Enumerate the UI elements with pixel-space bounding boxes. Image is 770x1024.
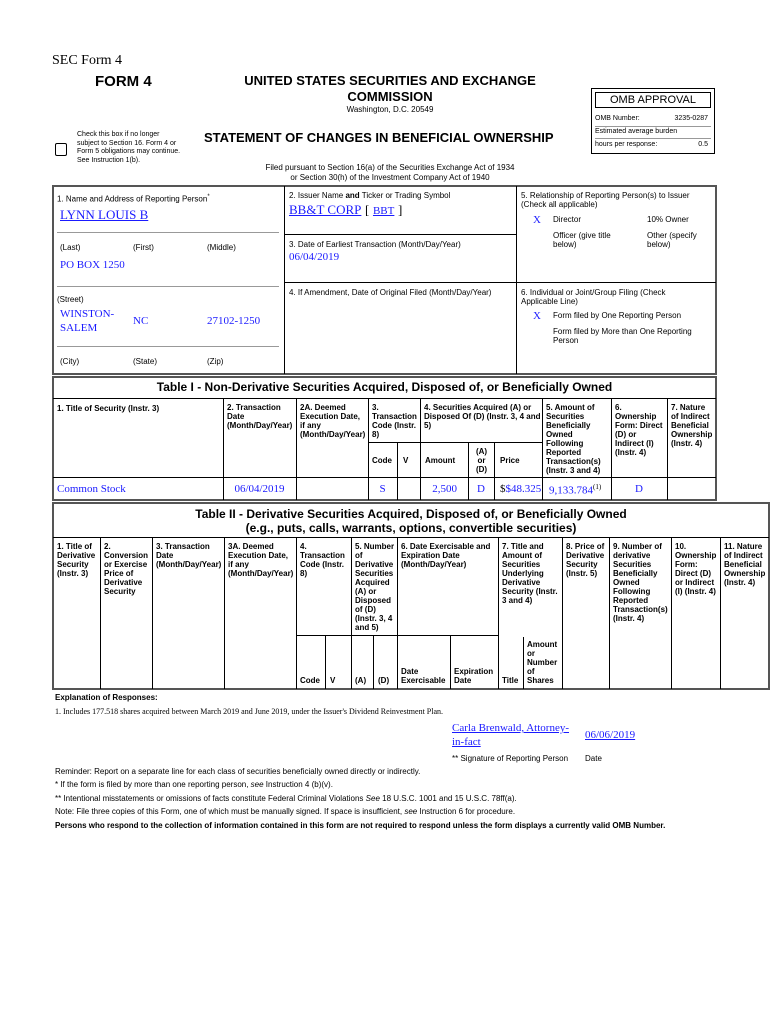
reminder: Reminder: Report on a separate line for each class of securities beneficially owned directly or indirectly. [55, 767, 421, 776]
t2-sub-code: Code [300, 676, 320, 685]
officer-label [553, 231, 611, 249]
other-line: Other (specify [647, 231, 697, 240]
state-value: NC [133, 315, 149, 327]
t1-row-title: Common Stock [57, 483, 126, 495]
t1-h-nature: 7. Nature of Indirect Beneficial Ownership (Instr. 4) [671, 403, 713, 448]
issuer-name[interactable]: BB&T CORP [289, 202, 362, 217]
omb-number-label: OMB Number: [595, 115, 640, 122]
relationship-label [521, 191, 690, 209]
t1-sub-v: V [403, 456, 409, 465]
filing-line: 6. Individual or Joint/Group Filing (Check [521, 288, 666, 297]
issuer-ticker[interactable]: BBT [372, 205, 395, 217]
issuer-label: 2. Issuer Name and Ticker or Trading Symbol [289, 191, 451, 200]
omb-approval-title: OMB APPROVAL [595, 92, 711, 108]
reporting-person-label: 1. Name and Address of Reporting Person* [57, 194, 210, 204]
last-label: (Last) [60, 243, 81, 252]
state-label: (State) [133, 357, 158, 366]
t1-h-date: 2. Transaction Date (Month/Day/Year) [227, 403, 293, 430]
t1-h-form: 6. Ownership Form: Direct (D) or Indirect (I) (Instr. 4) [615, 403, 663, 457]
director-mark: X [533, 214, 541, 226]
t2-h-underlying: 7. Title and Amount of Securities Underlying Derivative Security (Instr. 3 and 4) [502, 542, 558, 605]
signature-line: Carla Brenwald, Attorney- [452, 722, 569, 734]
relationship-line: 5. Relationship of Reporting Person(s) to Issuer [521, 191, 690, 200]
form-title: FORM 4 [95, 73, 152, 90]
city-label: (City) [60, 357, 80, 366]
t1-row-price: $$48.325 [500, 483, 542, 495]
table-2-title [52, 507, 770, 535]
filing-label [521, 288, 666, 306]
issuer-name-row: BB&T CORP [ BBT ] [289, 202, 403, 217]
signature-line: in-fact [452, 736, 481, 748]
no-longer-subject-checkbox[interactable] [55, 143, 67, 156]
more-persons-line: Person [553, 336, 579, 345]
t1-sub-price: Price [500, 456, 520, 465]
relationship-line: (Check all applicable) [521, 200, 598, 209]
omb-approval-box [591, 88, 715, 154]
sec-form-label: SEC Form 4 [52, 53, 123, 68]
t1-sub-aod: (A) or (D) [475, 447, 488, 474]
t1-row-aod: D [477, 483, 485, 495]
zip-label: (Zip) [207, 357, 224, 366]
officer-line: below) [553, 240, 577, 249]
more-persons-line: Form filed by More than One Reporting [553, 327, 692, 336]
star-note: * If the form is filed by more than one reporting person, see Instruction 4 (b)(v). [55, 780, 333, 789]
other-label [647, 231, 697, 249]
statement-title: STATEMENT OF CHANGES IN BENEFICIAL OWNERSHIP [204, 130, 554, 145]
file-copies-note: Note: File three copies of this Form, one of which must be manually signed. If space is insufficient, see Instruction 6 for procedure. [55, 807, 516, 816]
checkbox-text: subject to Section 16. Form 4 or [77, 139, 177, 147]
t1-row-form: D [635, 483, 643, 495]
t1-h-deemed: 2A. Deemed Execution Date, if any (Month/Day/Year) [300, 403, 366, 439]
signature[interactable] [452, 721, 569, 749]
footnote-1: 1. Includes 177.518 shares acquired between March 2019 and June 2019, under the Issuer's Dividend Reinvestment Plan. [55, 707, 444, 716]
filed-line-1: Filed pursuant to Section 16(a) of the Securities Exchange Act of 1934 [265, 163, 515, 172]
ten-percent-owner-label: 10% Owner [647, 215, 689, 224]
street-label: (Street) [57, 295, 84, 304]
t2-sub-d: (D) [378, 676, 390, 685]
t2-h-nature: 11. Nature of Indirect Beneficial Ownership (Instr. 4) [724, 542, 766, 587]
t1-h-owned: 5. Amount of Securities Beneficially Owned Following Reported Transaction(s) (Instr. 3 and 4) [546, 403, 601, 475]
director-label: Director [553, 215, 582, 224]
t2-h-owned: 9. Number of derivative Securities Beneficially Owned Following Reported Transaction(s) (Instr. 4) [613, 542, 668, 623]
t2-sub-a: (A) [355, 676, 367, 685]
t1-row-amount: 2,500 [432, 483, 457, 495]
t2-sub-expiration: Expiration Date [454, 667, 494, 685]
t1-row-date: 06/04/2019 [234, 483, 285, 495]
t1-h-code: 3. Transaction Code (Instr. 8) [372, 403, 417, 439]
t2-h-form: 10. Ownership Form: Direct (D) or Indirect (I) (Instr. 4) [675, 542, 717, 596]
signature-date[interactable]: 06/06/2019 [585, 729, 636, 741]
street-value: PO BOX 1250 [60, 259, 125, 271]
one-person-label: Form filed by One Reporting Person [553, 311, 682, 320]
omb-burden-label: Estimated average burden [595, 128, 678, 135]
other-line: below) [647, 240, 671, 249]
t1-sub-code: Code [372, 456, 392, 465]
t2-h-deemed: 3A. Deemed Execution Date, if any (Month/Day/Year) [228, 542, 294, 578]
more-persons-label [553, 327, 692, 345]
t1-sub-amount: Amount [425, 456, 456, 465]
filing-line: Applicable Line) [521, 297, 578, 306]
t2-h-code: 4. Transaction Code (Instr. 8) [300, 542, 345, 578]
checkbox-text: See Instruction 1(b). [77, 156, 141, 164]
filed-line-2: or Section 30(h) of the Investment Company Act of 1940 [290, 173, 490, 182]
checkbox-text: Check this box if no longer [77, 131, 160, 138]
agency-city: Washington, D.C. 20549 [346, 105, 434, 114]
t1-h-title: 1. Title of Security (Instr. 3) [57, 404, 160, 413]
t2-sub-amount: Amount or Number of Shares [527, 640, 558, 685]
t2-sub-date-exercisable: Date Exercisable [401, 667, 446, 685]
officer-line: Officer (give title [553, 231, 611, 240]
amendment-label: 4. If Amendment, Date of Original Filed (Month/Day/Year) [289, 288, 492, 297]
t2-h-title: 1. Title of Derivative Security (Instr. 3) [57, 542, 96, 578]
filed-pursuant [200, 163, 580, 183]
t2-sub-v: V [330, 676, 336, 685]
t2-h-date: 3. Transaction Date (Month/Day/Year) [156, 542, 222, 569]
table-2-title-line: Table II - Derivative Securities Acquired, Disposed of, or Beneficially Owned [195, 507, 627, 521]
city-line: SALEM [60, 322, 98, 334]
t2-h-conversion: 2. Conversion or Exercise Price of Derivative Security [104, 542, 149, 596]
omb-hours-label: hours per response: [595, 141, 658, 148]
t1-row-owned: 9,133.784$^{(1)}$ [549, 483, 602, 497]
date-caption: Date [585, 754, 602, 763]
earliest-date-label: 3. Date of Earliest Transaction (Month/Day/Year) [289, 240, 461, 249]
first-label: (First) [133, 243, 154, 252]
agency-title [200, 73, 580, 105]
one-person-mark: X [533, 310, 541, 322]
checkbox-instructions [77, 131, 202, 165]
city-line: WINSTON- [60, 308, 115, 320]
zip-value: 27102-1250 [207, 315, 261, 327]
omb-number: 3235-0287 [674, 115, 708, 122]
explanation-title: Explanation of Responses: [55, 693, 158, 702]
t2-h-price: 8. Price of Derivative Security (Instr. 5) [566, 542, 605, 578]
agency-line-2: COMMISSION [347, 89, 433, 104]
double-star-note: ** Intentional misstatements or omissions of facts constitute Federal Criminal Violations See 18 U.S.C. 1001 and 15 U.S.C. 78ff(a). [55, 794, 517, 803]
t1-row-code: S [379, 483, 386, 495]
city-value [60, 307, 114, 335]
t2-h-number: 5. Number of Derivative Securities Acquired (A) or Disposed of (D) (Instr. 3, 4 and 5) [355, 542, 395, 632]
checkbox-text: Form 5 obligations may continue. [77, 148, 181, 155]
omb-disclaimer: Persons who respond to the collection of information contained in this form are not required to respond unless the form displays a currently valid OMB Number. [55, 821, 666, 830]
t2-sub-title: Title [502, 676, 519, 685]
agency-line-1: UNITED STATES SECURITIES AND EXCHANGE [244, 73, 536, 88]
t2-h-exercisable: 6. Date Exercisable and Expiration Date (Month/Day/Year) [401, 542, 491, 569]
signature-caption: ** Signature of Reporting Person [452, 754, 569, 763]
table-1-title: Table I - Non-Derivative Securities Acquired, Disposed of, or Beneficially Owned [156, 380, 613, 394]
reporting-person-name[interactable]: LYNN LOUIS B [60, 207, 149, 222]
t1-h-acquired: 4. Securities Acquired (A) or Disposed Of (D) (Instr. 3, 4 and 5) [424, 403, 541, 430]
table-2-title-line: (e.g., puts, calls, warrants, options, convertible securities) [245, 521, 577, 535]
omb-burden: 0.5 [698, 141, 708, 148]
middle-label: (Middle) [207, 243, 236, 252]
earliest-date: 06/04/2019 [289, 251, 340, 263]
